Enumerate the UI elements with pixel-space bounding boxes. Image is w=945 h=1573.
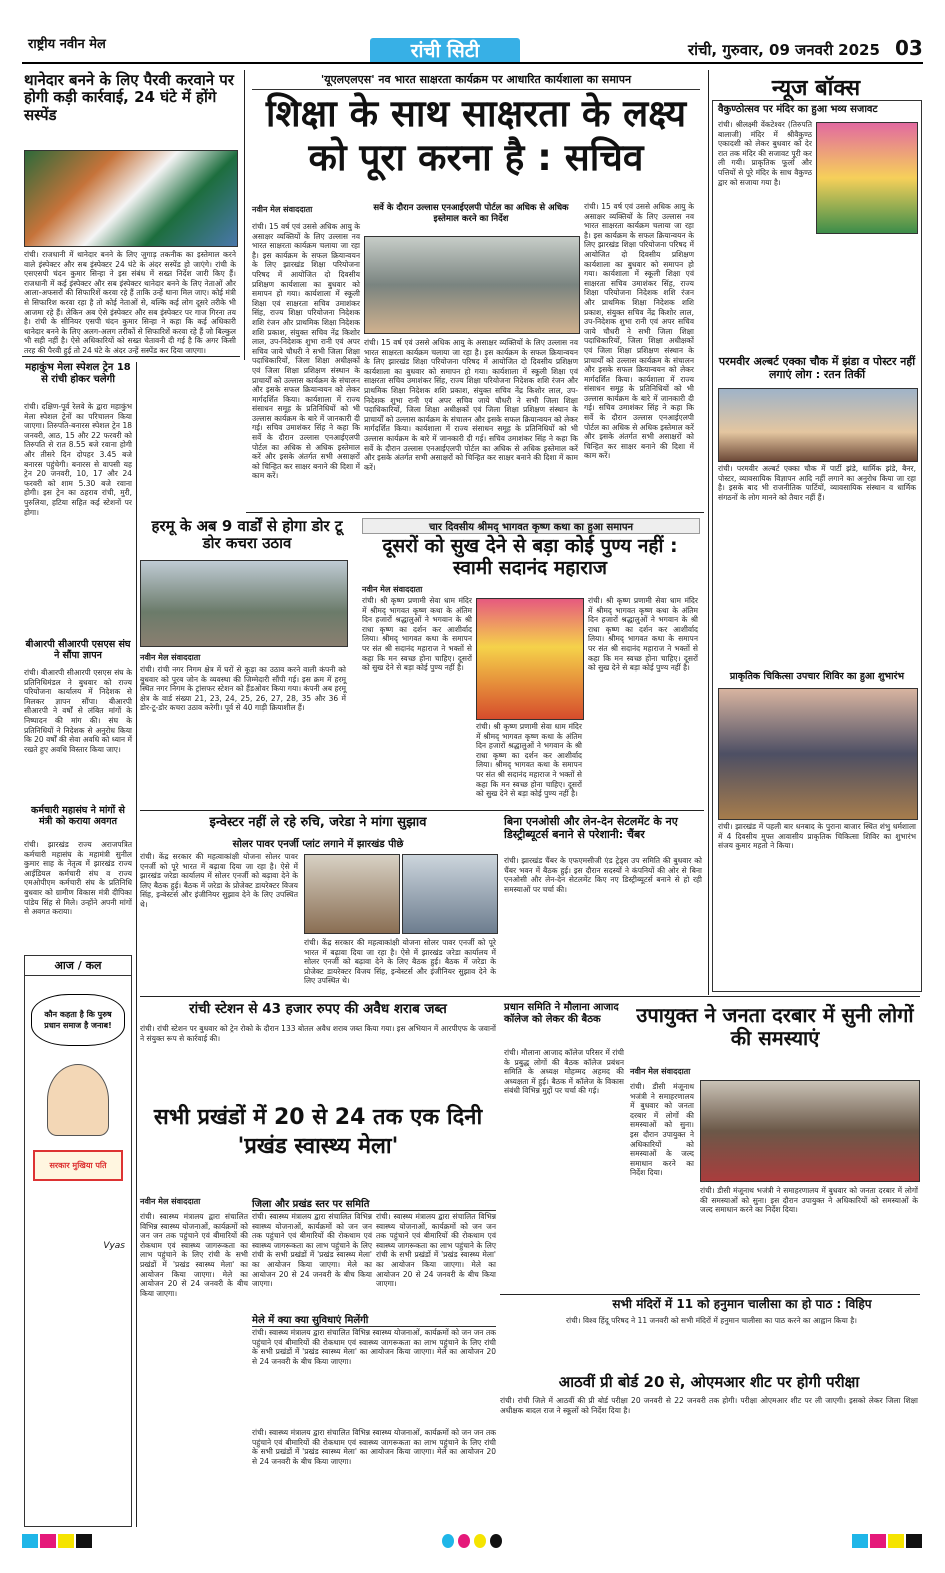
- dateline: रांची, गुरुवार, 09 जनवरी 2025: [688, 41, 880, 59]
- maulana-body: रांची। मौलाना आजाद कॉलेज परिसर में रांची के प्रबुद्ध लोगों की बैठक कॉलेज प्रबंधन समिति के अध्यक्ष मोहम्मद अहमद की अध्यक्षता में हुई। बैठक में कॉलेज के विकास संबंधी विभिन्न मुद्दों पर चर्चा की गई।: [504, 1048, 624, 1096]
- temple-headline: वैकुण्ठोत्सव पर मंदिर का हुआ भव्य सजावट: [718, 104, 878, 115]
- left-story-1-body: रांची। दक्षिण-पूर्व रेलवे के द्वारा महाकुंभ मेला स्पेशल ट्रेनों का परिचालन किया जाएगा। तिरुपति-बनारस स्पेशल ट्रेन 18 जनवरी, आठ, 15 और 22 फरवरी को तिरुपति से रात 8.55 बजे रवाना होगी और तीसरे दिन दोपहर 3.45 बजे बनारस पहुंचेगी। बनारस से वापसी यह ट्रेन 20 जनवरी, 10, 17 और 24 फरवरी को शाम 5.30 बजे रवाना होगी। इस ट्रेन का ठहराव रांची, मुरी, पुरुलिया, हटिया सहित कई स्टेशनों पर होगा।: [24, 402, 132, 517]
- health-fair-body-4: रांची। स्वास्थ्य मंत्रालय द्वारा संचालित विभिन्न स्वास्थ्य योजनाओं, कार्यक्रमों को जन जन तक पहुंचाने एवं बीमारियों की रोकथाम एवं स्वास्थ्य जागरूकता का लाभ पहुंचाने के लिए रांची के सभी प्रखंडों में 'प्रखंड स्वास्थ्य मेला' का आयोजन किया जाएगा। मेले का आयोजन 20 से 24 जनवरी के बीच किया जाएगा।: [252, 1328, 496, 1366]
- left-story-2-body: रांची। बीआरपी सीआरपी एसएस संघ के प्रतिनिधिमंडल ने बुधवार को राज्य परियोजना कार्यालय में निदेशक से मिलकर ज्ञापन सौंपा। बीआरपी सीआरपी ने वर्षों से लंबित मांगों के निष्पादन की मांग की। संघ के प्रतिनिधियों ने निदेशक से अनुरोध किया कि 20 वर्षों की सेवा अवधि को ध्यान में रखते हुए अवधि विस्तार किया जाए।: [24, 668, 132, 754]
- investor-headline: इन्वेस्टर नहीं ले रहे रुचि, जरेडा ने मांगा सुझाव: [209, 815, 427, 830]
- lead-body-col-2: रांची। 15 वर्ष एवं उससे अधिक आयु के असाक्षर व्यक्तियों के लिए उल्लास नव भारत साक्षरता कार्यक्रम चलाया जा रहा है। इस कार्यक्रम के सफल क्रियान्वयन के लिए झारखंड शिक्षा परियोजना परिषद में आयोजित दो दिवसीय प्रशिक्षण कार्यशाला का बुधवार को समापन हो गया। कार्यशाला में स्कूली शिक्षा एवं साक्षरता सचिव उमाशंकर सिंह, राज्य शिक्षा परियोजना निदेशक शशि रंजन और प्राथमिक शिक्षा निदेशक शशि प्रकाश, संयुक्त सचिव नेंद्र किशोर लाल, उप-निदेशक शुभा रानी एवं अपर सचिव जाये चौधरी ने सभी जिला शिक्षा पदाधिकारियों, जिला शिक्षा अधीक्षकों एवं जिला शिक्षा प्रशिक्षण संस्थान के प्राचार्यों को उल्लास कार्यक्रम के संचालन और इसके सफल क्रियान्वयन को लेकर मार्गदर्शित किया। कार्यशाला में राज्य संसाधन समूह के प्रतिनिधियों को भी उल्लास कार्यक्रम के बारे में जानकारी दी गई। सचिव उमाशंकर सिंह ने कहा कि सर्वे के दौरान उल्लास एनआईएलपी पोर्टल का अधिक से अधिक इस्तेमाल करें और इसके अंतर्गत सभी असाक्षरों को चिन्हित कर साक्षर बनाने की दिशा में काम करें।: [364, 338, 578, 472]
- camp-photo: [718, 688, 918, 820]
- health-fair-body-2: रांची। स्वास्थ्य मंत्रालय द्वारा संचालित विभिन्न स्वास्थ्य योजनाओं, कार्यक्रमों को जन जन तक पहुंचाने एवं बीमारियों की रोकथाम एवं स्वास्थ्य जागरूकता का लाभ पहुंचाने के लिए रांची के सभी प्रखंडों में 'प्रखंड स्वास्थ्य मेला' का आयोजन किया जाएगा। मेले का आयोजन 20 से 24 जनवरी के बीच किया जाएगा।: [252, 1212, 372, 1289]
- lead-body-col-1: रांची। 15 वर्ष एवं उससे अधिक आयु के असाक्षर व्यक्तियों के लिए उल्लास नव भारत साक्षरता कार्यक्रम चलाया जा रहा है। इस कार्यक्रम के सफल क्रियान्वयन के लिए झारखंड शिक्षा परियोजना परिषद में आयोजित दो दिवसीय प्रशिक्षण कार्यशाला का बुधवार को समापन हो गया। कार्यशाला में स्कूली शिक्षा एवं साक्षरता सचिव उमाशंकर सिंह, राज्य शिक्षा परियोजना निदेशक शशि रंजन और प्राथमिक शिक्षा निदेशक शशि प्रकाश, संयुक्त सचिव नेंद्र किशोर लाल, उप-निदेशक शुभा रानी एवं अपर सचिव जाये चौधरी ने सभी जिला शिक्षा पदाधिकारियों, जिला शिक्षा अधीक्षकों एवं जिला शिक्षा प्रशिक्षण संस्थान के प्राचार्यों को उल्लास कार्यक्रम के संचालन और इसके सफल क्रियान्वयन को लेकर मार्गदर्शित किया। कार्यशाला में राज्य संसाधन समूह के प्रतिनिधियों को भी उल्लास कार्यक्रम के बारे में जानकारी दी गई। सचिव उमाशंकर सिंह ने कहा कि सर्वे के दौरान उल्लास एनआईएलपी पोर्टल का अधिक से अधिक इस्तेमाल करें और इसके अंतर्गत सभी असाक्षरों को चिन्हित कर साक्षर बनाने की दिशा में काम करें।: [252, 222, 360, 481]
- temple-body: रांची। श्रीलक्ष्मी वेंकटेश्वर (तिरुपति बालाजी) मंदिर में श्रीवैकुण्ठ एकादशी को लेकर बुधवार को देर रात तक मंदिर की सजावट पूरी कर ली गयी। प्राकृतिक फूलों और पत्तियों से पूरे मंदिर के साथ वैकुण्ठ द्वार को सजाया गया है।: [718, 120, 812, 187]
- janta-darbar-body-2: रांची। डीसी मंजूनाथ भजंत्री ने समाहरणालय में बुधवार को जनता दरबार में लोगों की समस्याओं को सुना। इस दौरान उपायुक्त ने अधिकारियों को समस्याओं के जल्द समाधान करने का निर्देश दिया।: [700, 1186, 918, 1215]
- left-top-headline: थानेदार बनने के लिए पैरवी करवाने पर होगी कड़ी कार्रवाई, 24 घंटे में होंगे सस्पेंड: [24, 71, 234, 124]
- janta-darbar-headline: उपायुक्त ने जनता दरबार में सुनी लोगों की समस्याएं: [636, 1003, 914, 1050]
- lead-highlight: सर्वे के दौरान उल्लास एनआईएलपी पोर्टल का अधिक से अधिक इस्तेमाल करने का निर्देश: [373, 203, 569, 224]
- header-rule: [22, 62, 923, 64]
- albert-ekka-photo: [718, 388, 918, 462]
- investor-photo-2: [402, 854, 498, 934]
- hanuman-body: रांची। विश्व हिंदू परिषद ने 11 जनवरी को सभी मंदिरों में हनुमान चालीसा का पाठ करने का आह्वान किया है।: [566, 1316, 858, 1325]
- liquor-headline: रांची स्टेशन से 43 हजार रुपए की अवैध शराब जब्त: [189, 1001, 447, 1017]
- color-registration-strip: [22, 1534, 922, 1548]
- bhagwat-body-2: रांची। श्री कृष्ण प्रणामी सेवा धाम मंदिर में श्रीमद् भागवत कृष्ण कथा के अंतिम दिन हजारों श्रद्धालुओं ने भगवान के श्री राधा कृष्ण का दर्शन कर आशीर्वाद लिया। श्रीमद् भागवत कथा के समापन पर संत श्री सदानंद महाराज ने भक्तों से कहा कि मन स्वच्छ होना चाहिए। दूसरों को सुख देने से बड़ा कोई पुण्य नहीं है।: [476, 722, 582, 799]
- bhagwat-photo: [476, 598, 584, 720]
- investor-photo-1: [304, 854, 400, 934]
- maulana-headline: प्रधान समिति ने मौलाना आजाद कॉलेज को लेकर की बैठक: [504, 1002, 619, 1025]
- harmu-headline: हरमू के अब 9 वार्डों से होगा डोर टू डोर कचरा उठाव: [151, 517, 343, 553]
- health-fair-body-5: रांची। स्वास्थ्य मंत्रालय द्वारा संचालित विभिन्न स्वास्थ्य योजनाओं, कार्यक्रमों को जन जन तक पहुंचाने एवं बीमारियों की रोकथाम एवं स्वास्थ्य जागरूकता का लाभ पहुंचाने के लिए रांची के सभी प्रखंडों में 'प्रखंड स्वास्थ्य मेला' का आयोजन किया जाएगा। मेले का आयोजन 20 से 24 जनवरी के बीच किया जाएगा।: [252, 1428, 496, 1466]
- page-number: 03: [895, 36, 923, 60]
- preboard-headline: आठवीं प्री बोर्ड 20 से, ओएमआर शीट पर होगी परीक्षा: [558, 1373, 860, 1391]
- cartoon-box: [24, 955, 132, 1527]
- news-box-title: न्यूज बॉक्स: [771, 76, 861, 101]
- harmu-body: रांची। रांची नगर निगम क्षेत्र में घरों से कूड़ा का उठाव करने वाली कंपनी को बुधवार को पूरब जोन के व्यवस्था की जिम्मेदारी सौंपी गई। इस क्रम में हरमू स्थित नगर निगम के ट्रांसफर स्टेशन को हैंडओवर किया गया। कंपनी अब हरमू क्षेत्र के वार्ड संख्या 21, 23, 24, 25, 26, 27, 28, 35 और 36 में डोर-टू-डोर कचरा उठाव करेगी। पूर्व से 40 गाड़ी क्रियाशील हैं।: [140, 665, 346, 713]
- lead-byline: नवीन मेल संवाददाता: [252, 205, 313, 214]
- cartoon-signature: Vyas: [103, 1241, 125, 1251]
- health-fair-body-3: रांची। स्वास्थ्य मंत्रालय द्वारा संचालित विभिन्न स्वास्थ्य योजनाओं, कार्यक्रमों को जन जन तक पहुंचाने एवं बीमारियों की रोकथाम एवं स्वास्थ्य जागरूकता का लाभ पहुंचाने के लिए रांची के सभी प्रखंडों में 'प्रखंड स्वास्थ्य मेला' का आयोजन किया जाएगा। मेले का आयोजन 20 से 24 जनवरी के बीच किया जाएगा।: [376, 1212, 496, 1289]
- bhagwat-body-3: रांची। श्री कृष्ण प्रणामी सेवा धाम मंदिर में श्रीमद् भागवत कृष्ण कथा के अंतिम दिन हजारों श्रद्धालुओं ने भगवान के श्री राधा कृष्ण का दर्शन कर आशीर्वाद लिया। श्रीमद् भागवत कथा के समापन पर संत श्री सदानंद महाराज ने भक्तों से कहा कि मन स्वच्छ होना चाहिए। दूसरों को सुख देने से बड़ा कोई पुण्य नहीं है।: [588, 596, 698, 673]
- bhagwat-byline: नवीन मेल संवाददाता: [362, 585, 423, 594]
- camp-headline: प्राकृतिक चिकित्सा उपचार शिविर का हुआ शुभारंभ: [729, 671, 905, 682]
- chamber-headline: बिना एनओसी और लेन-देन सेटलमेंट के नए डिस्ट्रीब्यूटर्स बनाने से परेशानी: चैंबर: [504, 815, 678, 841]
- police-officer-photo: [24, 150, 238, 247]
- left-story-2-headline: बीआरपी सीआरपी एसएस संघ ने सौंपा ज्ञापन: [25, 639, 131, 661]
- temple-photo: [816, 122, 918, 234]
- albert-ekka-body: रांची। परमवीर अल्बर्ट एक्का चौक में पार्टी झंडे, धार्मिक झंडे, बैनर, पोस्टर, व्यावसायिक विज्ञापन आदि नहीं लगाने का अनुरोध किया जा रहा है। इसके बाद भी राजनीतिक पार्टियों, व्यावसायिक संस्थान व धार्मिक संगठनों के लोग मानने को तैयार नहीं हैं।: [718, 464, 916, 502]
- bhagwat-body-1: रांची। श्री कृष्ण प्रणामी सेवा धाम मंदिर में श्रीमद् भागवत कृष्ण कथा के अंतिम दिन हजारों श्रद्धालुओं ने भगवान के श्री राधा कृष्ण का दर्शन कर आशीर्वाद लिया। श्रीमद् भागवत कथा के समापन पर संत श्री सदानंद महाराज ने भक्तों से कहा कि मन स्वच्छ होना चाहिए। दूसरों को सुख देने से बड़ा कोई पुण्य नहीं है।: [362, 596, 472, 673]
- workshop-photo: [364, 236, 580, 334]
- investor-body-2: रांची। केंद्र सरकार की महत्वाकांक्षी योजना सोलर पावर एनर्जी को पूरे भारत में बढ़ावा दिया जा रहा है। ऐसे में झारखंड जरेडा कार्यालय में सोलर एनर्जी को बढ़ावा देने के लिए बैठक हुई। बैठक में जरेडा के प्रोजेक्ट डायरेक्टर विजय सिंह, इन्वेस्टर्स और इंजीनियर सुझाव देने के लिए उपस्थित थे।: [304, 938, 496, 986]
- chamber-body: रांची। झारखंड चैंबर के एफएमसीजी एंड ट्रेड्स उप समिति की बुधवार को चैंबर भवन में बैठक हुई। इस दौरान सदस्यों ने कंपनियों की ओर से बिना एनओसी और लेन-देन सेटलमेंट किए नए डिस्ट्रीब्यूटर्स बनाने से हो रही समस्याओं पर चर्चा की।: [504, 856, 702, 894]
- lead-headline: शिक्षा के साथ साक्षरता के लक्ष्य को पूरा करना है : सचिव: [265, 92, 687, 180]
- health-fair-headline: सभी प्रखंडों में 20 से 24 तक एक दिनी 'प्रखंड स्वास्थ्य मेला': [153, 1105, 483, 1159]
- health-fair-sub-1: जिला और प्रखंड स्तर पर समिति: [252, 1196, 496, 1211]
- harmu-byline: नवीन मेल संवाददाता: [140, 653, 201, 662]
- left-story-3-headline: कर्मचारी महासंघ ने मांगों से मंत्री को कराया अवगत: [31, 805, 125, 827]
- preboard-body: रांची। रांची जिले में आठवीं की प्री बोर्ड परीक्षा 20 जनवरी से 22 जनवरी तक होगी। परीक्षा ओएमआर शीट पर ली जाएगी। इसको लेकर जिला शिक्षा अधीक्षक बादल राज ने स्कूलों को निर्देश दिया है।: [500, 1396, 918, 1415]
- lead-kicker: 'यूएलएलएस' नव भारत साक्षरता कार्यक्रम पर आधारित कार्यशाला का समापन: [252, 72, 700, 90]
- janta-darbar-body-1: रांची। डीसी मंजूनाथ भजंत्री ने समाहरणालय में बुधवार को जनता दरबार में लोगों की समस्याओं को सुना। इस दौरान उपायुक्त ने अधिकारियों को समस्याओं के जल्द समाधान करने का निर्देश दिया।: [630, 1082, 694, 1178]
- cartoon-label: आज / कल: [25, 956, 131, 976]
- investor-body-1: रांची। केंद्र सरकार की महत्वाकांक्षी योजना सोलर पावर एनर्जी को पूरे भारत में बढ़ावा दिया जा रहा है। ऐसे में झारखंड जरेडा कार्यालय में सोलर एनर्जी को बढ़ावा देने के लिए बैठक हुई। बैठक में जरेडा के प्रोजेक्ट डायरेक्टर विजय सिंह, इन्वेस्टर्स और इंजीनियर सुझाव देने के लिए उपस्थित थे।: [140, 852, 298, 909]
- bhagwat-kicker: चार दिवसीय श्रीमद् भागवत कृष्ण कथा का हुआ समापन: [362, 518, 700, 534]
- cartoon-speech-bubble: कौन कहता है कि पुरुष प्रधान समाज है जनाब!: [31, 994, 125, 1046]
- health-fair-sub-2: मेले में क्या क्या सुविधाएं मिलेंगी: [252, 1312, 496, 1327]
- left-top-body: रांची। राजधानी में थानेदार बनने के लिए जुगाड़ तकनीक का इस्तेमाल करने वाले इंस्पेक्टर और सब इंस्पेक्टर 24 घंटे के अंदर सस्पेंड हो जाएंगे। रांची के एसएसपी चंदन कुमार सिन्हा ने इस संबंध में सख्त निर्देश जारी किए हैं। राजधानी में कई इंस्पेक्टर और सब इंस्पेक्टर थानेदार बनने के लिए नेताओं और आला-अफसरों की सिफारिशें करवा रहे हैं ताकि उन्हें थाना मिल जाए। कोई मंत्री से सिफारिश करवा रहा है तो कोई नेताओं से, बल्कि कई लोग दूसरे तरीके भी आजमा रहे हैं। लेकिन अब ऐसे इंस्पेक्टर और सब इंस्पेक्टर पर गाज गिरना तय है। रांची के सीनियर एसपी चंदन कुमार सिन्हा ने कहा कि कई अधिकारी थानेदार बनने के लिए अलग-अलग तरीकों से सिफारिशें करवा रहे हैं जो बिल्कुल भी सही नहीं है। ऐसे अधिकारियों को सख्त चेतावनी दी गई है कि अगर किसी तरह की पैरवी हुई तो 24 घंटे के अंदर उन्हें सस्पेंड कर दिया जाएगा।: [24, 250, 236, 355]
- cartoon-sign: सरकार मुखिया पति: [33, 1150, 123, 1181]
- left-story-3-body: रांची। झारखंड राज्य अराजपत्रित कर्मचारी महासंघ के महामंत्री सुनील कुमार साह के नेतृत्व में झारखंड राज्य आईडियल कर्मचारी संघ व राज्य एमओपीएम कर्मचारी संघ के प्रतिनिधि बुधवार को ग्रामीण विकास मंत्री दीपिका पांडेय सिंह से मिले। उन्होंने अपनी मांगों से अवगत कराया।: [24, 840, 132, 917]
- left-story-1-headline: महाकुंभ मेला स्पेशल ट्रेन 18 से रांची होकर चलेगी: [25, 362, 131, 385]
- health-fair-body-1: रांची। स्वास्थ्य मंत्रालय द्वारा संचालित विभिन्न स्वास्थ्य योजनाओं, कार्यक्रमों को जन जन तक पहुंचाने एवं बीमारियों की रोकथाम एवं स्वास्थ्य जागरूकता का लाभ पहुंचाने के लिए रांची के सभी प्रखंडों में 'प्रखंड स्वास्थ्य मेला' का आयोजन किया जाएगा। मेले का आयोजन 20 से 24 जनवरी के बीच किया जाएगा।: [140, 1212, 248, 1298]
- bhagwat-headline: दूसरों को सुख देने से बड़ा कोई पुण्य नहीं : स्वामी सदानंद महाराज: [382, 535, 678, 579]
- masthead: राष्ट्रीय नवीन मेल: [28, 37, 106, 52]
- janta-darbar-byline: नवीन मेल संवाददाता: [630, 1067, 691, 1076]
- lead-body-col-3: रांची। 15 वर्ष एवं उससे अधिक आयु के असाक्षर व्यक्तियों के लिए उल्लास नव भारत साक्षरता कार्यक्रम चलाया जा रहा है। इस कार्यक्रम के सफल क्रियान्वयन के लिए झारखंड शिक्षा परियोजना परिषद में आयोजित दो दिवसीय प्रशिक्षण कार्यशाला का बुधवार को समापन हो गया। कार्यशाला में स्कूली शिक्षा एवं साक्षरता सचिव उमाशंकर सिंह, राज्य शिक्षा परियोजना निदेशक शशि रंजन और प्राथमिक शिक्षा निदेशक शशि प्रकाश, संयुक्त सचिव नेंद्र किशोर लाल, उप-निदेशक शुभा रानी एवं अपर सचिव जाये चौधरी ने सभी जिला शिक्षा पदाधिकारियों, जिला शिक्षा अधीक्षकों एवं जिला शिक्षा प्रशिक्षण संस्थान के प्राचार्यों को उल्लास कार्यक्रम के संचालन और इसके सफल क्रियान्वयन को लेकर मार्गदर्शित किया। कार्यशाला में राज्य संसाधन समूह के प्रतिनिधियों को भी उल्लास कार्यक्रम के बारे में जानकारी दी गई। सचिव उमाशंकर सिंह ने कहा कि सर्वे के दौरान उल्लास एनआईएलपी पोर्टल का अधिक से अधिक इस्तेमाल करें और इसके अंतर्गत सभी असाक्षरों को चिन्हित कर साक्षर बनाने की दिशा में काम करें।: [584, 202, 694, 461]
- hanuman-headline: सभी मंदिरों में 11 को हनुमान चालीसा का हो पाठ : विहिप: [612, 1297, 872, 1311]
- section-title: रांची सिटी: [370, 38, 520, 64]
- investor-subhead: सोलर पावर एनर्जी प्लांट लगाने में झारखंड पीछे: [232, 839, 404, 850]
- liquor-body: रांची। रांची स्टेशन पर बुधवार को ट्रेन रोको के दौरान 133 बोतल अवैध शराब जब्त किया गया। इस अभियान में आरपीएफ के जवानों ने संयुक्त रूप से कार्रवाई की।: [140, 1024, 496, 1043]
- camp-body: रांची। झारखंड में पहली बार धनबाद के पुराना बाजार स्थित शंभु धर्मशाला में 4 दिवसीय मुफ्त आवासीय प्राकृतिक चिकित्सा शिविर का शुभारंभ संजय कुमार महतो ने किया।: [718, 822, 916, 851]
- cartoon-figure: [47, 1064, 109, 1136]
- janta-darbar-photo: [700, 1080, 920, 1182]
- harmu-photo: [140, 560, 348, 647]
- albert-ekka-headline: परमवीर अल्बर्ट एक्का चौक में झंडा व पोस्टर नहीं लगाएं लोग : रतन तिर्की: [718, 355, 916, 381]
- health-fair-byline: नवीन मेल संवाददाता: [140, 1197, 201, 1206]
